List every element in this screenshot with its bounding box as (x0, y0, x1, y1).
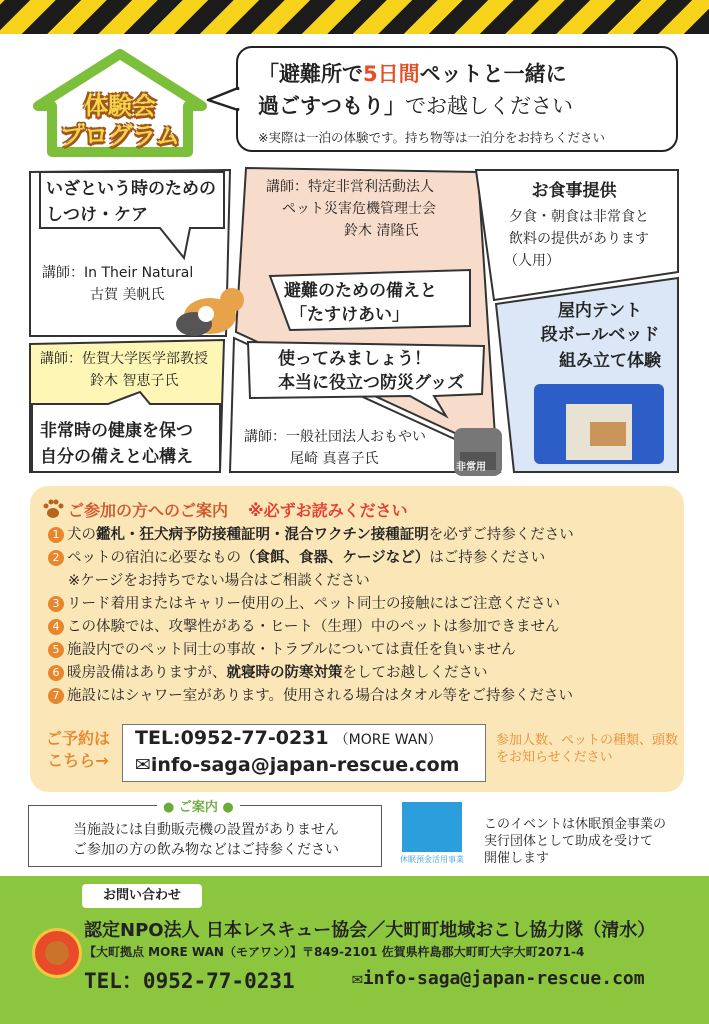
reservation-contact-box (122, 724, 486, 782)
goods-lecturer2: 尾崎 真喜子氏 (290, 451, 379, 467)
info-rule: 4 この体験では、攻撃性がある・ヒート（生理）中のペットは参加できません (48, 616, 559, 638)
info-rule: 3 リード着用またはキャリー使用の上、ペット同士の接触にはご注意ください (48, 593, 560, 615)
reservation-phone[interactable]: TEL:0952-77-0231 （MORE WAN） (135, 727, 442, 749)
sonae-title1: 避難のための備えと (284, 281, 437, 301)
backpack-label: 非常用 (456, 462, 486, 473)
shitsuke-lecturer-name: 古賀 美帆氏 (90, 287, 165, 303)
shitsuke-title1: いざという時のための (46, 179, 216, 199)
shitsuke-title2: しつけ・ケア (46, 205, 148, 225)
info-rule: 7 施設にはシャワー室があります。使用される場合はタオル等をご持参ください (48, 685, 573, 707)
shitsuke-lecturer-label: 講師：In Their Natural (42, 265, 194, 281)
bubble-tail-icon (206, 84, 240, 114)
goods-title1: 使ってみましょう！ (278, 349, 431, 369)
notice-label: ● ご案内 ● (157, 796, 240, 815)
notice-box (28, 800, 382, 867)
notice-line2: ご参加の方の飲み物などはご持参ください (73, 842, 339, 858)
organization-address: 【大町拠点 MORE WAN（モアワン）】〒849-2101 佐賀県杵島郡大町町大字大町2071-4 (84, 945, 585, 959)
info-rule: 5 施設内でのペット同士の事故・トラブルについては責任を負いません (48, 639, 516, 661)
meal-text2: 飲料の提供があります (509, 231, 649, 247)
sonae-title2: 「たすけあい」 (290, 305, 409, 325)
footer-phone[interactable]: TEL：0952-77-0231 (84, 969, 295, 993)
bubble-line2: 過ごすつもり」でお越しください (258, 94, 573, 118)
sonae-lecturer3: 鈴木 清隆氏 (344, 223, 419, 239)
info-rule: 2 ペットの宿泊に必要なもの（食餌、食器、ケージなど）はご持参ください (48, 547, 545, 569)
bubble-line1: 「避難所で5日間ペットと一緒に (258, 62, 567, 86)
must-read-note: ※必ずお読みください (248, 501, 408, 520)
goods-title2: 本当に役立つ防災グッズ (278, 373, 465, 393)
tent-title1: 屋内テント (557, 301, 643, 321)
hazard-stripe-banner (0, 0, 709, 34)
dormant-deposit-logo (398, 800, 466, 868)
tent-title3: 組み立て体験 (559, 351, 661, 371)
house-title-line2: プログラム (60, 122, 180, 150)
kenko-lecturer1: 講師：佐賀大学医学部教授 (40, 351, 208, 367)
dandelion-icon (402, 802, 462, 852)
house-title-line1: 体験会 (84, 92, 156, 120)
info-rule: 6 暖房設備はありますが、就寝時の防寒対策をしてお越しください (48, 662, 488, 684)
kenko-lecturer2: 鈴木 智恵子氏 (90, 373, 179, 389)
main-speech-bubble (236, 46, 678, 152)
dormant-deposit-caption: 休眠預金活用事業 (400, 855, 464, 864)
sonae-lecturer2: ペット災害危機管理士会 (282, 201, 436, 217)
grant-notice: このイベントは休眠預金事業の 実行団体として助成を受けて 開催します (484, 817, 667, 866)
meal-text1: 夕食・朝食は非常食と (509, 209, 649, 225)
meal-text3: （人用） (504, 253, 560, 269)
reservation-email[interactable]: ✉info-saga@japan-rescue.com (135, 754, 460, 776)
inquiry-label: お問い合わせ (82, 884, 202, 908)
info-rule-note: ※ケージをお持ちでない場合はご相談ください (68, 573, 370, 589)
goods-lecturer1: 講師：一般社団法人おもやい (244, 429, 426, 445)
tent-title2: 段ボールベッド (540, 325, 660, 345)
bubble-note: ※実際は一泊の体験です。持ち物等は一泊分をお持ちください (258, 130, 605, 145)
footer-email[interactable]: ✉info-saga@japan-rescue.com (352, 968, 645, 989)
reservation-side-note: 参加人数、ペットの種類、頭数をお知らせください (496, 733, 679, 765)
kenko-title1: 非常時の健康を保つ (40, 421, 193, 441)
kenko-title2: 自分の備えと心構え (40, 447, 193, 467)
program-house-logo (30, 48, 210, 158)
organization-name: 認定NPO法人 日本レスキュー協会／大町町地域おこし協力隊（清水） (84, 920, 656, 941)
notice-line1: 当施設には自動販売機の設置がありません (73, 822, 339, 838)
participant-info-box (30, 486, 684, 792)
info-rule: 1 犬の鑑札・狂犬病予防接種証明・混合ワクチン接種証明を必ずご持参ください (48, 524, 574, 546)
sonae-lecturer1: 講師：特定非営利活動法人 (266, 179, 434, 195)
reservation-label: ご予約は こちら→ (45, 729, 110, 770)
paw-icon (42, 499, 64, 519)
info-heading: ご参加の方へのご案内 ※必ずお読みください (68, 501, 408, 520)
rescue-dog-logo-icon (32, 928, 82, 978)
footer-contact (0, 876, 709, 1024)
meal-title: お食事提供 (531, 181, 617, 201)
highlight-days: 5日間 (363, 62, 420, 86)
